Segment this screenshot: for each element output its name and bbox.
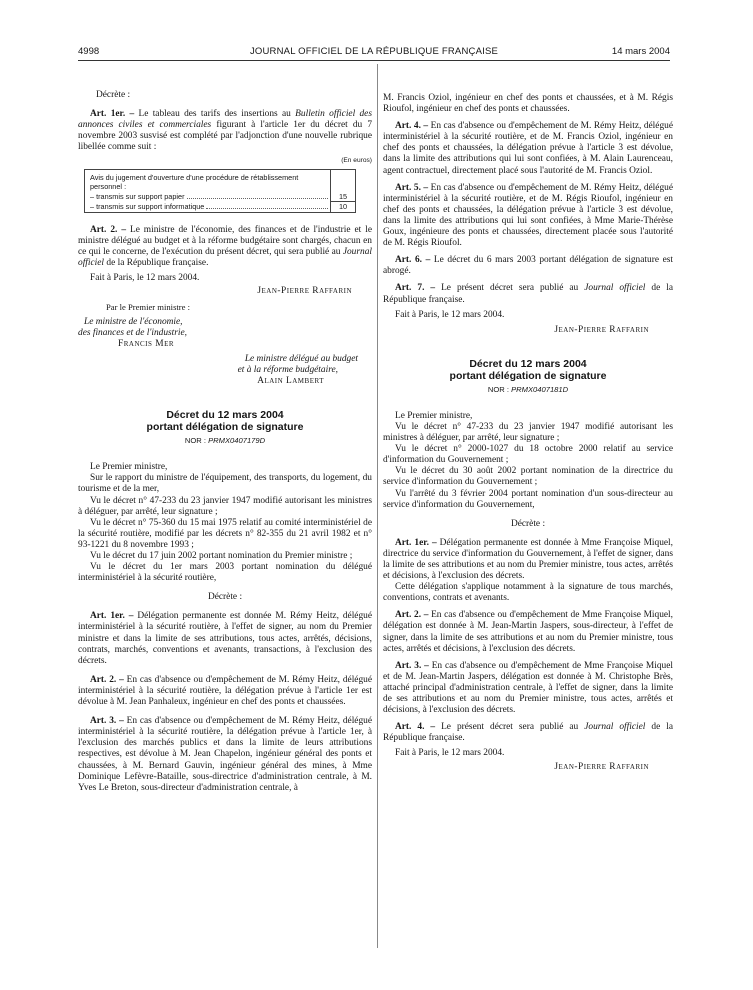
d2-art4-label: Art. 4. –: [395, 121, 429, 132]
header-rule: [78, 60, 670, 61]
signature-raffarin: Jean-Pierre Raffarin: [554, 761, 649, 772]
d2-art5-label: Art. 5. –: [395, 182, 429, 193]
tarif-row-value: 10: [330, 202, 355, 212]
d2-art1-text: Délégation permanente est donnée M. Rémy Heitz, délégué interministériel à la sécurité routière, à l'effet de signer, au nom du Premier ministre et dans la limite de ses attributions, tous actes, arrêtés, décisions, contrats, marchés, conventions et avenants, transactions, à l'exclusion des décrets.: [78, 611, 372, 666]
fait-a-paris: Fait à Paris, le 12 mars 2004.: [395, 748, 505, 759]
fait-a-paris: Fait à Paris, le 12 mars 2004.: [90, 273, 200, 284]
art1-paragraph: [78, 109, 372, 153]
right-column: [383, 93, 673, 773]
tarif-row-label: – transmis sur support papier: [90, 191, 185, 201]
d2-p5: Vu le décret du 17 juin 2002 portant nomination du Premier ministre ;: [90, 551, 353, 561]
d3-art4-text-b: de la République française.: [383, 722, 673, 744]
decret-3-nor: [383, 384, 673, 395]
d2-art3: [78, 716, 372, 794]
journal-officiel: Journal officiel: [78, 247, 372, 269]
journal-title: JOURNAL OFFICIEL DE LA RÉPUBLIQUE FRANÇAISE: [249, 46, 499, 57]
tarif-row-value: 15: [330, 192, 355, 203]
d2-p3: Vu le décret n° 47-233 du 23 janvier 1947 modifié autorisant les ministres à déléguer, par arrêté, leur signature ;: [78, 495, 372, 517]
ministre-budget-2: et à la réforme budgétaire,: [237, 364, 338, 375]
column-divider: [377, 64, 378, 948]
d3-p2: Vu le décret n° 47-233 du 23 janvier 1947 modifié autorisant les ministres à déléguer, par arrêté, leur signature ;: [383, 421, 673, 444]
d3-art1: [383, 538, 673, 582]
d3-art4-text-a: Le présent décret sera publié au: [435, 722, 585, 733]
tarif-heading-row: [85, 170, 355, 192]
decret-2-title-line1: Décret du 12 mars 2004: [166, 409, 284, 422]
nor-label: NOR :: [184, 436, 209, 446]
left-column: [78, 90, 372, 794]
fait-a-paris: Fait à Paris, le 12 mars 2004.: [395, 309, 505, 320]
page-number: 4998: [78, 46, 100, 57]
d3-art1-text: Délégation permanente est donnée à Mme Françoise Miquel, directrice du service d'information du Gouvernement, à l'effet de signer, dans la limite de ses attributions et au nom du Premier ministre, tous actes, arrêtés et décisions, à l'exclusion des décrets.: [383, 537, 674, 582]
art1-text-b: figurant à l'article 1er du décret du 7 novembre 2003 susvisé est complété par l'adjonction d'une nouvelle rubrique libellée comme suit :: [78, 120, 373, 153]
decret-3-title-line1: Décret du 12 mars 2004: [469, 357, 587, 370]
d3-p1: Le Premier ministre,: [395, 410, 473, 421]
art1-text-a: Le tableau des tarifs des insertions au: [134, 109, 296, 120]
d3-art3-label: Art. 3. –: [395, 660, 429, 671]
decrete-heading-3: Décrète :: [510, 518, 546, 529]
page-header: [78, 46, 670, 60]
art1-label: Art. 1er. –: [90, 109, 135, 120]
d2-p1: Le Premier ministre,: [90, 462, 168, 473]
d3-art3: [383, 661, 673, 716]
table-row: [85, 202, 355, 212]
d2-art7: [383, 283, 673, 305]
art2-text-b: de la République française.: [104, 258, 209, 269]
d3-art2: [383, 610, 673, 654]
d2-art1: [78, 611, 372, 666]
d2-p4: Vu le décret n° 75-360 du 15 mai 1975 relatif au comité interministériel de la sécurité routière, modifié par les décrets n° 82-355 du 21 avril 1982 et n° 93-1221 du 8 novembre 1993 ;: [78, 517, 372, 550]
d3-p5: Vu l'arrêté du 3 février 2004 portant nomination d'un sous-directeur au service d'information du Gouvernement,: [383, 488, 673, 510]
signature-lambert: Alain Lambert: [257, 376, 324, 387]
d2-art7-label: Art. 7. –: [395, 283, 436, 294]
d2-art6-label: Art. 6. –: [395, 255, 431, 266]
ministre-economie-1: Le ministre de l'économie,: [84, 316, 183, 327]
signature-raffarin: Jean-Pierre Raffarin: [257, 286, 352, 297]
d3-art2-text: En cas d'absence ou d'empêchement de Mme Françoise Miquel, délégation est donnée à M. Jean-Martin Jaspers, sous-directeur, à l'effet de signer, dans la limite de ses attributions et au nom du Premier ministre, tous actes, arrêtés et décisions, à l'exclusion des décrets.: [383, 610, 673, 654]
journal-officiel: Journal officiel: [584, 722, 646, 733]
journal-officiel: Journal officiel: [584, 283, 646, 294]
tarif-table: [84, 169, 356, 213]
d3-art3-text: En cas d'absence ou d'empêchement de Mme Françoise Miquel et de M. Jean-Martin Jaspers, délégation est donnée à M. Christophe Brès, attaché principal d'administration centrale, à l'effet de signer, dans la limite de ses attributions et au nom du Premier ministre, tous actes, arrêtés et décisions, à l'exclusion des décrets.: [383, 660, 673, 716]
d3-art4-label: Art. 4. –: [395, 722, 436, 733]
d3-art1-label: Art. 1er. –: [395, 537, 437, 548]
par-le-premier-ministre: Par le Premier ministre :: [106, 301, 191, 312]
d3-art4: [383, 722, 673, 744]
en-euros-note: (En euros): [341, 157, 372, 165]
d2-art5-text: En cas d'absence ou d'empêchement de M. Rémy Heitz, délégué interministériel à la sécurité routière, et de M. Régis Rioufol, ingénieur en chef des ponts et chaussées, la délégation prévue à l'article 3 est dévolue, dans la limite des attributions qui lui sont confiées, à Mme Marie-Thérèse Goux, ingénieure des ponts et chaussées, directement placée sous l'autorité de M. Régis Rioufol.: [383, 182, 673, 249]
d2-p6: Vu le décret du 1er mars 2003 portant nomination du délégué interministériel à la sécurité routière,: [78, 562, 372, 584]
d2-art4: [383, 121, 673, 176]
d2-art1-label: Art. 1er. –: [90, 611, 134, 622]
signature-mer: Francis Mer: [118, 338, 175, 349]
signature-raffarin: Jean-Pierre Raffarin: [554, 324, 649, 335]
art2-label: Art. 2. –: [90, 224, 127, 235]
nor-code: PRMX0407179D: [208, 436, 266, 446]
nor-label: NOR :: [487, 384, 512, 394]
d2-art3-continued: M. Francis Oziol, ingénieur en chef des ponts et chaussées, et à M. Régis Rioufol, ingénieur en chef des ponts et chaussées.: [383, 93, 673, 115]
art2-paragraph: [78, 225, 372, 269]
decret-2-title-line2: portant délégation de signature: [146, 421, 304, 434]
d3-p4: Vu le décret du 30 août 2002 portant nomination de la directrice du service d'information du Gouvernement ;: [383, 466, 673, 488]
d3-art1-b: Cette délégation s'applique notamment à la signature de tous marchés, conventions, contrats et avenants.: [383, 582, 673, 604]
d3-art2-label: Art. 2. –: [395, 610, 429, 621]
decret-3-heading: [383, 358, 673, 395]
nor-code: PRMX0407181D: [511, 384, 569, 394]
ministre-budget-1: Le ministre délégué au budget: [244, 353, 358, 364]
d3-p3: Vu le décret n° 2000-1027 du 18 octobre 2000 relatif au service d'information du Gouvernement ;: [383, 444, 673, 466]
table-row: [85, 192, 355, 203]
d2-art5: [383, 183, 673, 250]
decret-3-title-line2: portant délégation de signature: [449, 369, 607, 382]
decrete-heading: Décrète :: [96, 90, 131, 100]
art2-text-a: Le ministre de l'économie, des finances et de l'industrie et le ministre délégué au budget et à la réforme budgétaire sont chargés, chacun en ce qui le concerne, de l'exécution du présent décret, qui sera publié au: [78, 224, 372, 258]
decret-2-heading: [78, 409, 372, 446]
ministre-economie-2: des finances et de l'industrie,: [78, 327, 188, 338]
d2-art2: [78, 675, 372, 708]
d2-art4-text: En cas d'absence ou d'empêchement de M. Rémy Heitz, délégué interministériel à la sécurité routière, et de M. Francis Oziol, ingénieur en chef des ponts et chaussées, la délégation prévue à l'article 3 est dévolue, dans la limite des attributions qui lui sont confiées, à M. Alain Laurenceau, agent contractuel, directement placé sous l'autorité de M. Francis Oziol.: [383, 121, 673, 176]
bulletin-title: Bulletin officiel des annonces civiles et commerciales: [78, 109, 372, 131]
d2-p2: Sur le rapport du ministre de l'équipement, des transports, du logement, du tourisme et de la mer,: [78, 473, 372, 495]
issue-date: 14 mars 2004: [611, 46, 670, 57]
decrete-heading-2: Décrète :: [207, 592, 243, 603]
d2-art7-text-a: Le présent décret sera publié au: [435, 283, 585, 294]
tarif-row-label: – transmis sur support informatique: [90, 202, 205, 212]
d2-art6-text: Le décret du 6 mars 2003 portant délégation de signature est abrogé.: [383, 255, 673, 277]
d2-art3-label: Art. 3. –: [90, 716, 124, 727]
decret-2-nor: [78, 435, 372, 446]
d2-art3-text: En cas d'absence ou d'empêchement de M. Rémy Heitz, délégué interministériel à la sécurité routière, la délégation prévue à l'article 1er, à l'exclusion des marchés publics et dans la limite de leurs attributions respectives, est dévolue à M. Jean Chapelon, ingénieur général des ponts et chaussées, à M. Bernard Gauvin, ingénieur général des mines, à Mme Dominique Lefèvre-Bataille, sous-directrice d'administration centrale, à M. Yves Le Breton, sous-directeur d'administration centrale, à: [78, 716, 372, 793]
d2-art6: [383, 255, 673, 277]
d2-art2-text: En cas d'absence ou d'empêchement de M. Rémy Heitz, délégué interministériel à la sécurité routière, la délégation prévue à l'article 1er est dévolue à M. Jean Panhaleux, ingénieur en chef des ponts et chaussées.: [78, 674, 372, 708]
tarif-heading: Avis du jugement d'ouverture d'une procédure de rétablissement personnel :: [90, 172, 299, 192]
d2-art7-text-b: de la République française.: [383, 283, 673, 305]
d2-art2-label: Art. 2. –: [90, 674, 124, 685]
